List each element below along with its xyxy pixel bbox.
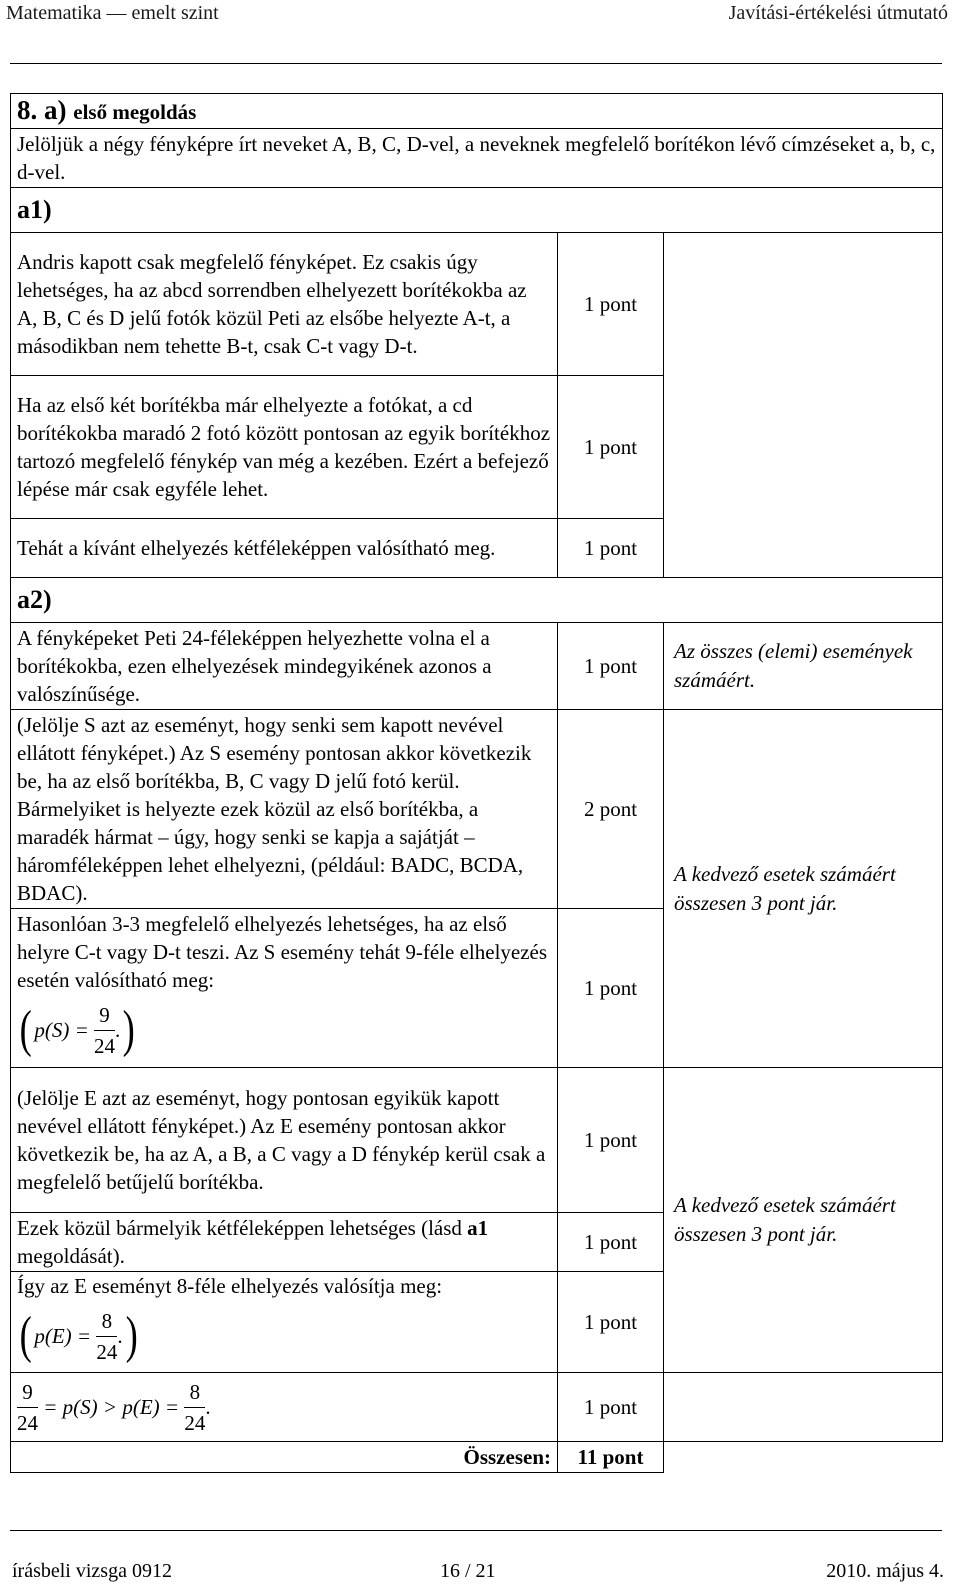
section-a2-label: a2) [17,584,52,614]
total-points: 11 pont [558,1442,664,1473]
step-points: 1 pont [558,1213,664,1272]
footer-rule [10,1530,942,1531]
step-text: Tehát a kívánt elhelyezés kétféleképpen valósítható meg. [11,519,558,578]
section-a1-label: a1) [17,194,52,224]
step-points: 1 pont [558,1373,664,1442]
section-a1-row [11,188,943,233]
formula-p-e: ( p(E) = $\frac{8}{24}$ . ) [19,1307,138,1364]
step-points: 1 pont [558,1068,664,1213]
formula-p-s: ( p(S) = $\frac{9}{24}$ . ) [19,1001,135,1058]
step-points: 2 pont [558,710,664,909]
solution-row [11,1373,943,1442]
step-points: 1 pont [558,1272,664,1373]
header-guide-title: Javítási-értékelési útmutató [728,2,948,24]
step-text: Hasonlóan 3-3 megfelelő elhelyezés lehetséges, ha az első helyre C-t vagy D-t teszi. Az S esemény tehát 9-féle elhelyezés esetén valósítható meg: [17,912,548,992]
step-text: Ha az első két borítékba már elhelyezte a fotókat, a cd borítékokba maradó 2 fotó között pontosan az egyik borítékhoz tartozó megfelelő fénykép van még a kezében. Ezért a befejező lépése már csak egyféle lehet. [11,376,558,519]
intro-row [11,129,943,188]
grading-note: Az összes (elemi) események számáért. [664,623,943,710]
header-subject: Matematika — emelt szint [6,2,219,24]
footer-exam-code: írásbeli vizsga 0912 [12,1560,172,1582]
title-row [11,94,943,129]
step-text: A fényképeket Peti 24-féleképpen helyezhette volna el a borítékokba, ezen elhelyezések mindegyikének azonos a valószínűsége. [11,623,558,710]
formula-comparison: $\frac{9}{24}$ = p(S) > p(E) = $\frac{8}{24}$ . [17,1379,211,1435]
solution-row [11,623,943,710]
footer-date: 2010. május 4. [826,1560,944,1582]
step-text: Ezek közül bármelyik kétféleképpen lehetséges (lásd a1 megoldását). [11,1213,558,1272]
step-text: (Jelölje S azt az eseményt, hogy senki sem kapott nevével ellátott fényképet.) Az S esemény pontosan akkor következik be, ha az első borítékba, B, C vagy D jelű fotó kerül. Bármelyiket is helyezte ezek közül az első borítékba, a maradék hármat – úgy, hogy senki se kapja a sajátját – háromféleképpen lehet elhelyezni, (például: BADC, BCDA, BDAC). [11,710,558,909]
solution-row [11,710,943,909]
page-number: 16 / 21 [440,1560,496,1582]
step-text: Így az E eseményt 8-féle elhelyezés valósítja meg: [17,1274,443,1298]
step-text: (Jelölje E azt az eseményt, hogy pontosan egyikük kapott nevével ellátott fényképet.) Az E esemény pontosan akkor következik be, ha az A, a B, a C vagy a D fénykép kerül csak a megfelelő betűjelű borítékba. [11,1068,558,1213]
total-row [11,1442,943,1473]
grading-note: A kedvező esetek számáért összesen 3 pont jár. [664,1068,943,1373]
step-points: 1 pont [558,519,664,578]
grading-note: A kedvező esetek számáért összesen 3 pont jár. [664,710,943,1068]
step-points: 1 pont [558,909,664,1068]
header-rule [10,63,942,64]
solution-row [11,1068,943,1213]
step-points: 1 pont [558,623,664,710]
intro-text: Jelöljük a négy fényképre írt neveket A, B, C, D-vel, a neveknek megfelelő borítékon lévő címzéseket a, b, c, d-vel. [11,129,943,188]
step-points: 1 pont [558,376,664,519]
solution-table [10,93,943,1473]
task-title: 8. a) első megoldás [17,95,197,125]
section-a2-row [11,578,943,623]
solution-row [11,233,943,376]
total-label: Összesen: [11,1442,558,1473]
step-points: 1 pont [558,233,664,376]
step-text: Andris kapott csak megfelelő fényképet. Ez csakis úgy lehetséges, ha az abcd sorrendben elhelyezett borítékokba az A, B, C és D jelű fotók közül Peti az elsőbe helyezte A-t, a másodikban nem tehette B-t, csak C-t vagy D-t. [11,233,558,376]
